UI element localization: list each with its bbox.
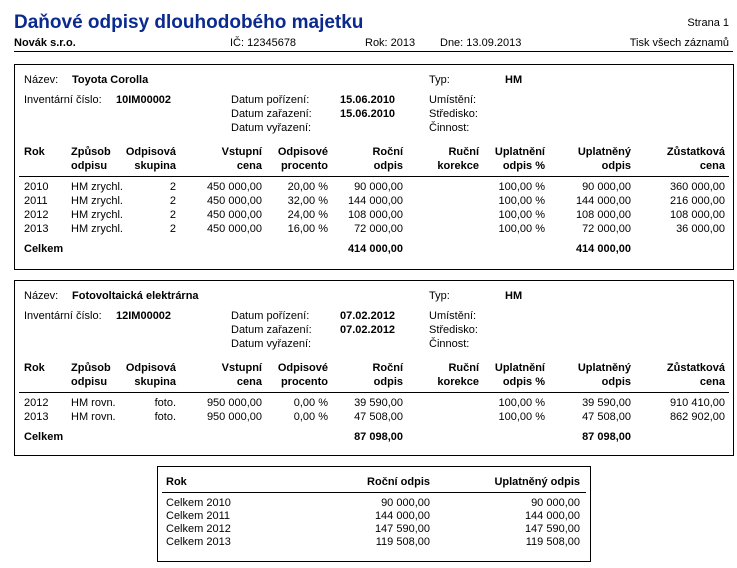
summary-row-uplatneny: 119 508,00	[525, 536, 580, 548]
cell-uplatneno: 100,00 %	[498, 411, 545, 423]
cell-uplatneny: 90 000,00	[582, 181, 631, 193]
column-header-uplatneno-line2: odpis %	[502, 160, 545, 172]
cell-zustatkova: 862 902,00	[669, 411, 725, 423]
cell-zpusob: HM rovn.	[71, 397, 116, 409]
cell-skupina: 2	[169, 209, 176, 221]
total-rocni: 87 098,00	[354, 431, 403, 443]
column-header-zpusob: Způsob	[71, 146, 111, 158]
summary-row-rocni: 90 000,00	[381, 497, 430, 509]
page-number: Strana 1	[687, 17, 729, 29]
column-header-korekce-line2: korekce	[437, 160, 479, 172]
cell-rok: 2010	[24, 181, 49, 193]
cell-skupina: 2	[169, 195, 176, 207]
column-header-skupina: Odpisová	[125, 362, 176, 374]
cell-rok: 2013	[24, 223, 49, 235]
cell-uplatneno: 100,00 %	[498, 209, 545, 221]
cell-vstupni: 950 000,00	[206, 411, 262, 423]
column-header-skupina-line2: skupina	[134, 376, 176, 388]
cell-rocni: 47 508,00	[354, 411, 403, 423]
column-header-rocni: Roční	[372, 146, 403, 158]
summary-header-rocni: Roční odpis	[367, 476, 430, 488]
cell-rok: 2013	[24, 411, 49, 423]
column-header-korekce: Ruční	[448, 146, 479, 158]
column-header-skupina-line2: skupina	[134, 160, 176, 172]
company-ic: IČ: 12345678	[230, 37, 297, 49]
summary-row-label: Celkem 2011	[166, 510, 230, 522]
summary-row-uplatneny: 147 590,00	[524, 523, 580, 535]
cell-vstupni: 450 000,00	[206, 181, 262, 193]
column-header-procento-line2: procento	[280, 376, 328, 388]
column-header-uplatneny: Uplatněný	[577, 146, 631, 158]
column-header-zpusob: Způsob	[71, 362, 111, 374]
cell-uplatneno: 100,00 %	[498, 223, 545, 235]
center-label: Středisko:	[429, 324, 478, 336]
column-header-procento: Odpisové	[277, 146, 328, 158]
summary-row-label: Celkem 2010	[166, 497, 231, 509]
cell-procento: 0,00 %	[293, 397, 328, 409]
cell-procento: 16,00 %	[287, 223, 328, 235]
summary-table	[157, 466, 591, 562]
location-label: Umístění:	[429, 310, 477, 322]
company-name: Novák s.r.o.	[14, 37, 76, 49]
cell-uplatneno: 100,00 %	[498, 181, 545, 193]
cell-zpusob: HM zrychl.	[71, 195, 123, 207]
summary-row-rocni: 144 000,00	[374, 510, 430, 522]
activity-label: Činnost:	[429, 122, 470, 134]
column-header-korekce-line2: korekce	[437, 376, 479, 388]
summary-row-rocni: 119 508,00	[375, 536, 430, 548]
summary-header-rok: Rok	[166, 476, 187, 488]
cell-vstupni: 450 000,00	[206, 195, 262, 207]
name-label: Název:	[24, 290, 59, 302]
inventory-label: Inventární číslo:	[24, 94, 102, 106]
print-mode: Tisk všech záznamů	[629, 37, 729, 49]
total-label: Celkem	[24, 431, 64, 443]
column-header-vstupni: Vstupní	[221, 146, 262, 158]
cell-uplatneny: 39 590,00	[582, 397, 631, 409]
location-label: Umístění:	[429, 94, 477, 106]
asset-included: 07.02.2012	[340, 324, 396, 336]
column-header-vstupni-line2: cena	[236, 160, 262, 172]
asset-inventory: 10IM00002	[116, 94, 172, 106]
acquired-label: Datum pořízení:	[231, 94, 310, 106]
inventory-label: Inventární číslo:	[24, 310, 102, 322]
asset-block	[14, 64, 734, 270]
summary-row-uplatneny: 144 000,00	[524, 510, 580, 522]
name-label: Název:	[24, 74, 59, 86]
column-header-uplatneno-line2: odpis %	[502, 376, 545, 388]
column-header-uplatneny: Uplatněný	[577, 362, 631, 374]
report-date: Dne: 13.09.2013	[440, 37, 522, 49]
cell-vstupni: 450 000,00	[206, 223, 262, 235]
cell-uplatneno: 100,00 %	[498, 195, 545, 207]
activity-label: Činnost:	[429, 338, 470, 350]
column-header-zustatkova: Zůstatková	[666, 146, 725, 158]
asset-acquired: 07.02.2012	[340, 310, 396, 322]
excluded-label: Datum vyřazení:	[231, 122, 312, 134]
column-header-rok: Rok	[24, 362, 45, 374]
cell-skupina: 2	[169, 223, 176, 235]
included-label: Datum zařazení:	[231, 324, 312, 336]
asset-type: HM	[505, 290, 523, 302]
column-header-vstupni-line2: cena	[236, 376, 262, 388]
cell-rocni: 90 000,00	[354, 181, 403, 193]
summary-row-rocni: 147 590,00	[374, 523, 430, 535]
column-divider	[19, 176, 729, 177]
asset-block	[14, 280, 734, 456]
type-label: Typ:	[429, 74, 450, 86]
cell-zpusob: HM zrychl.	[71, 209, 123, 221]
column-divider	[19, 392, 729, 393]
acquired-label: Datum pořízení:	[231, 310, 310, 322]
column-header-uplatneno: Uplatnění	[494, 362, 545, 374]
summary-divider	[162, 492, 586, 493]
excluded-label: Datum vyřazení:	[231, 338, 312, 350]
cell-rok: 2011	[24, 195, 48, 207]
column-header-rocni: Roční	[372, 362, 403, 374]
column-header-zpusob-line2: odpisu	[71, 160, 108, 172]
asset-type: HM	[505, 74, 523, 86]
cell-skupina: foto.	[154, 411, 176, 423]
total-uplatneny: 414 000,00	[575, 243, 631, 255]
included-label: Datum zařazení:	[231, 108, 312, 120]
cell-uplatneny: 47 508,00	[582, 411, 631, 423]
column-header-uplatneny-line2: odpis	[601, 376, 631, 388]
cell-vstupni: 950 000,00	[206, 397, 262, 409]
cell-rocni: 72 000,00	[354, 223, 403, 235]
cell-uplatneny: 72 000,00	[582, 223, 631, 235]
center-label: Středisko:	[429, 108, 478, 120]
cell-procento: 24,00 %	[287, 209, 328, 221]
summary-header-uplatneny: Uplatněný odpis	[494, 476, 580, 488]
column-header-zustatkova: Zůstatková	[666, 362, 725, 374]
total-uplatneny: 87 098,00	[582, 431, 631, 443]
report-title: Daňové odpisy dlouhodobého majetku	[14, 12, 364, 33]
column-header-vstupni: Vstupní	[221, 362, 262, 374]
type-label: Typ:	[429, 290, 450, 302]
asset-name: Toyota Corolla	[72, 74, 149, 86]
cell-uplatneny: 108 000,00	[575, 209, 631, 221]
column-header-zustatkova-line2: cena	[699, 376, 725, 388]
cell-zpusob: HM zrychl.	[71, 223, 123, 235]
cell-rocni: 108 000,00	[347, 209, 403, 221]
column-header-rocni-line2: odpis	[373, 160, 403, 172]
cell-zustatkova: 108 000,00	[669, 209, 725, 221]
column-header-zustatkova-line2: cena	[699, 160, 725, 172]
column-header-rok: Rok	[24, 146, 45, 158]
cell-uplatneny: 144 000,00	[575, 195, 631, 207]
cell-zustatkova: 910 410,00	[669, 397, 725, 409]
column-header-skupina: Odpisová	[125, 146, 176, 158]
cell-zustatkova: 360 000,00	[669, 181, 725, 193]
summary-row-uplatneny: 90 000,00	[531, 497, 580, 509]
column-header-procento: Odpisové	[277, 362, 328, 374]
cell-zustatkova: 216 000,00	[669, 195, 725, 207]
asset-name: Fotovoltaická elektrárna	[72, 290, 199, 302]
column-header-uplatneny-line2: odpis	[601, 160, 631, 172]
cell-rok: 2012	[24, 209, 49, 221]
summary-row-label: Celkem 2013	[166, 536, 231, 548]
asset-acquired: 15.06.2010	[340, 94, 396, 106]
cell-rocni: 39 590,00	[354, 397, 403, 409]
cell-rocni: 144 000,00	[347, 195, 403, 207]
column-header-uplatneno: Uplatnění	[494, 146, 545, 158]
asset-included: 15.06.2010	[340, 108, 396, 120]
cell-zustatkova: 36 000,00	[676, 223, 725, 235]
column-header-procento-line2: procento	[280, 160, 328, 172]
cell-procento: 0,00 %	[293, 411, 328, 423]
asset-inventory: 12IM00002	[116, 310, 172, 322]
cell-zpusob: HM zrychl.	[71, 181, 123, 193]
report-year: Rok: 2013	[365, 37, 416, 49]
cell-zpusob: HM rovn.	[71, 411, 116, 423]
cell-skupina: foto.	[154, 397, 176, 409]
summary-row-label: Celkem 2012	[166, 523, 231, 535]
cell-skupina: 2	[169, 181, 176, 193]
total-rocni: 414 000,00	[347, 243, 403, 255]
cell-rok: 2012	[24, 397, 49, 409]
column-header-rocni-line2: odpis	[373, 376, 403, 388]
total-label: Celkem	[24, 243, 64, 255]
cell-uplatneno: 100,00 %	[498, 397, 545, 409]
cell-vstupni: 450 000,00	[206, 209, 262, 221]
cell-procento: 32,00 %	[287, 195, 328, 207]
column-header-korekce: Ruční	[448, 362, 479, 374]
column-header-zpusob-line2: odpisu	[71, 376, 108, 388]
cell-procento: 20,00 %	[287, 181, 328, 193]
header-divider	[14, 51, 733, 52]
